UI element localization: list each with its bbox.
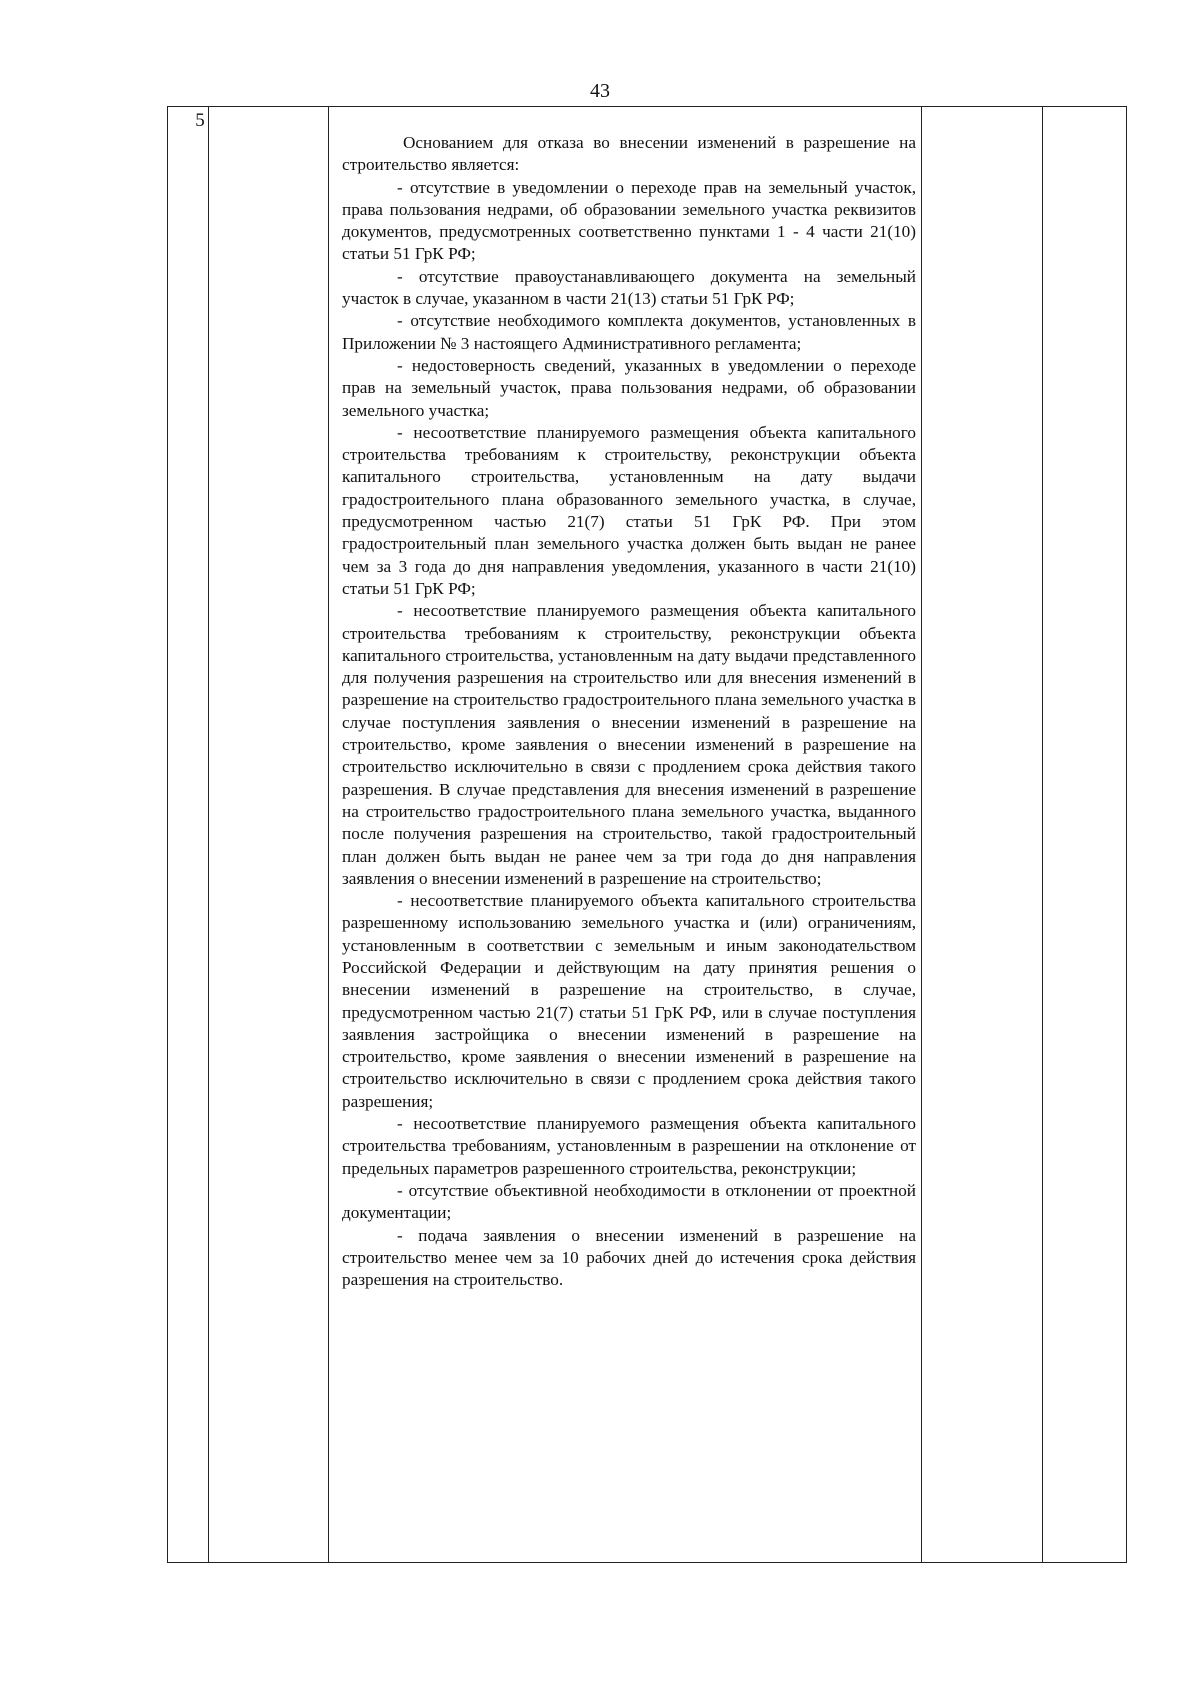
paragraph: - отсутствие правоустанавливающего документа на земельный участок в случае, указанном в части 21(13) статьи 51 ГрК РФ; (342, 266, 916, 309)
column-divider (1042, 107, 1043, 1562)
column-divider (921, 107, 922, 1562)
paragraph: - подача заявления о внесении изменений в разрешение на строительство менее чем за 10 рабочих дней до истечения срока действия разрешения на строительство. (342, 1225, 916, 1290)
paragraph: - несоответствие планируемого размещения объекта капитального строительства требованиям, установленным в разрешении на отклонение от предельных параметров разрешенного строительства, реконструкции; (342, 1114, 916, 1178)
paragraph: - отсутствие в уведомлении о переходе прав на земельный участок, права пользования недрами, об образовании земельного участка реквизитов документов, предусмотренных соответственно пунктами 1 - 4 части 21(10) статьи 51 ГрК РФ; (342, 177, 916, 264)
paragraph: - недостоверность сведений, указанных в уведомлении о переходе прав на земельный участок, права пользования недрами, об образовании земельного участка; (342, 355, 916, 420)
paragraph: - несоответствие планируемого размещения объекта капитального строительства требованиям к строительству, реконструкции объекта капитального строительства, установленным на дату выдачи градостроительного плана образованного земельного участка, в случае, предусмотренном частью 21(7) статьи 51 ГрК РФ. При этом градостроительный план земельного участка должен быть выдан не ранее чем за 3 года до дня направления уведомления, указанного в части 21(10) статьи 51 ГрК РФ; (342, 422, 916, 598)
paragraph: - несоответствие планируемого объекта капитального строительства разрешенному использованию земельного участка и (или) ограничениям, установленным в соответствии с земельным и иным законодательством Российской Федерации и действующим на дату принятия решения о внесении изменений в разрешение на строительство, в случае, предусмотренном частью 21(7) статьи 51 ГрК РФ, или в случае поступления заявления застройщика о внесении изменений в разрешение на строительство, кроме заявления о внесении изменений в разрешение на строительство исключительно в связи с продлением срока действия такого разрешения; (342, 891, 916, 1111)
paragraph: Основанием для отказа во внесении изменений в разрешение на строительство является: (342, 133, 916, 175)
refusal-grounds-cell (342, 132, 916, 1291)
row-number: 5 (195, 110, 205, 131)
page-number: 43 (590, 80, 610, 102)
column-divider (208, 107, 209, 1562)
paragraph: - несоответствие планируемого размещения объекта капитального строительства требованиям к строительству, реконструкции объекта капитального строительства, установленным на дату выдачи представленного для получения разрешения на строительство или для внесения изменений в разрешение на строительство градостроительного плана земельного участка в случае поступления заявления о внесении изменений в разрешение на строительство, кроме заявления о внесении изменений в разрешение на строительство исключительно в связи с продлением срока действия такого разрешения. В случае представления для внесения изменений в разрешение на строительство градостроительного плана земельного участка, выданного после получения разрешения на строительство, такой градостроительный план должен быть выдан не ранее чем за три года до дня направления заявления о внесении изменений в разрешение на строительство; (342, 601, 916, 888)
column-divider (328, 107, 329, 1562)
paragraph: - отсутствие объективной необходимости в отклонении от проектной документации; (342, 1180, 916, 1223)
paragraph: - отсутствие необходимого комплекта документов, установленных в Приложении № 3 настоящего Административного регламента; (342, 311, 916, 353)
